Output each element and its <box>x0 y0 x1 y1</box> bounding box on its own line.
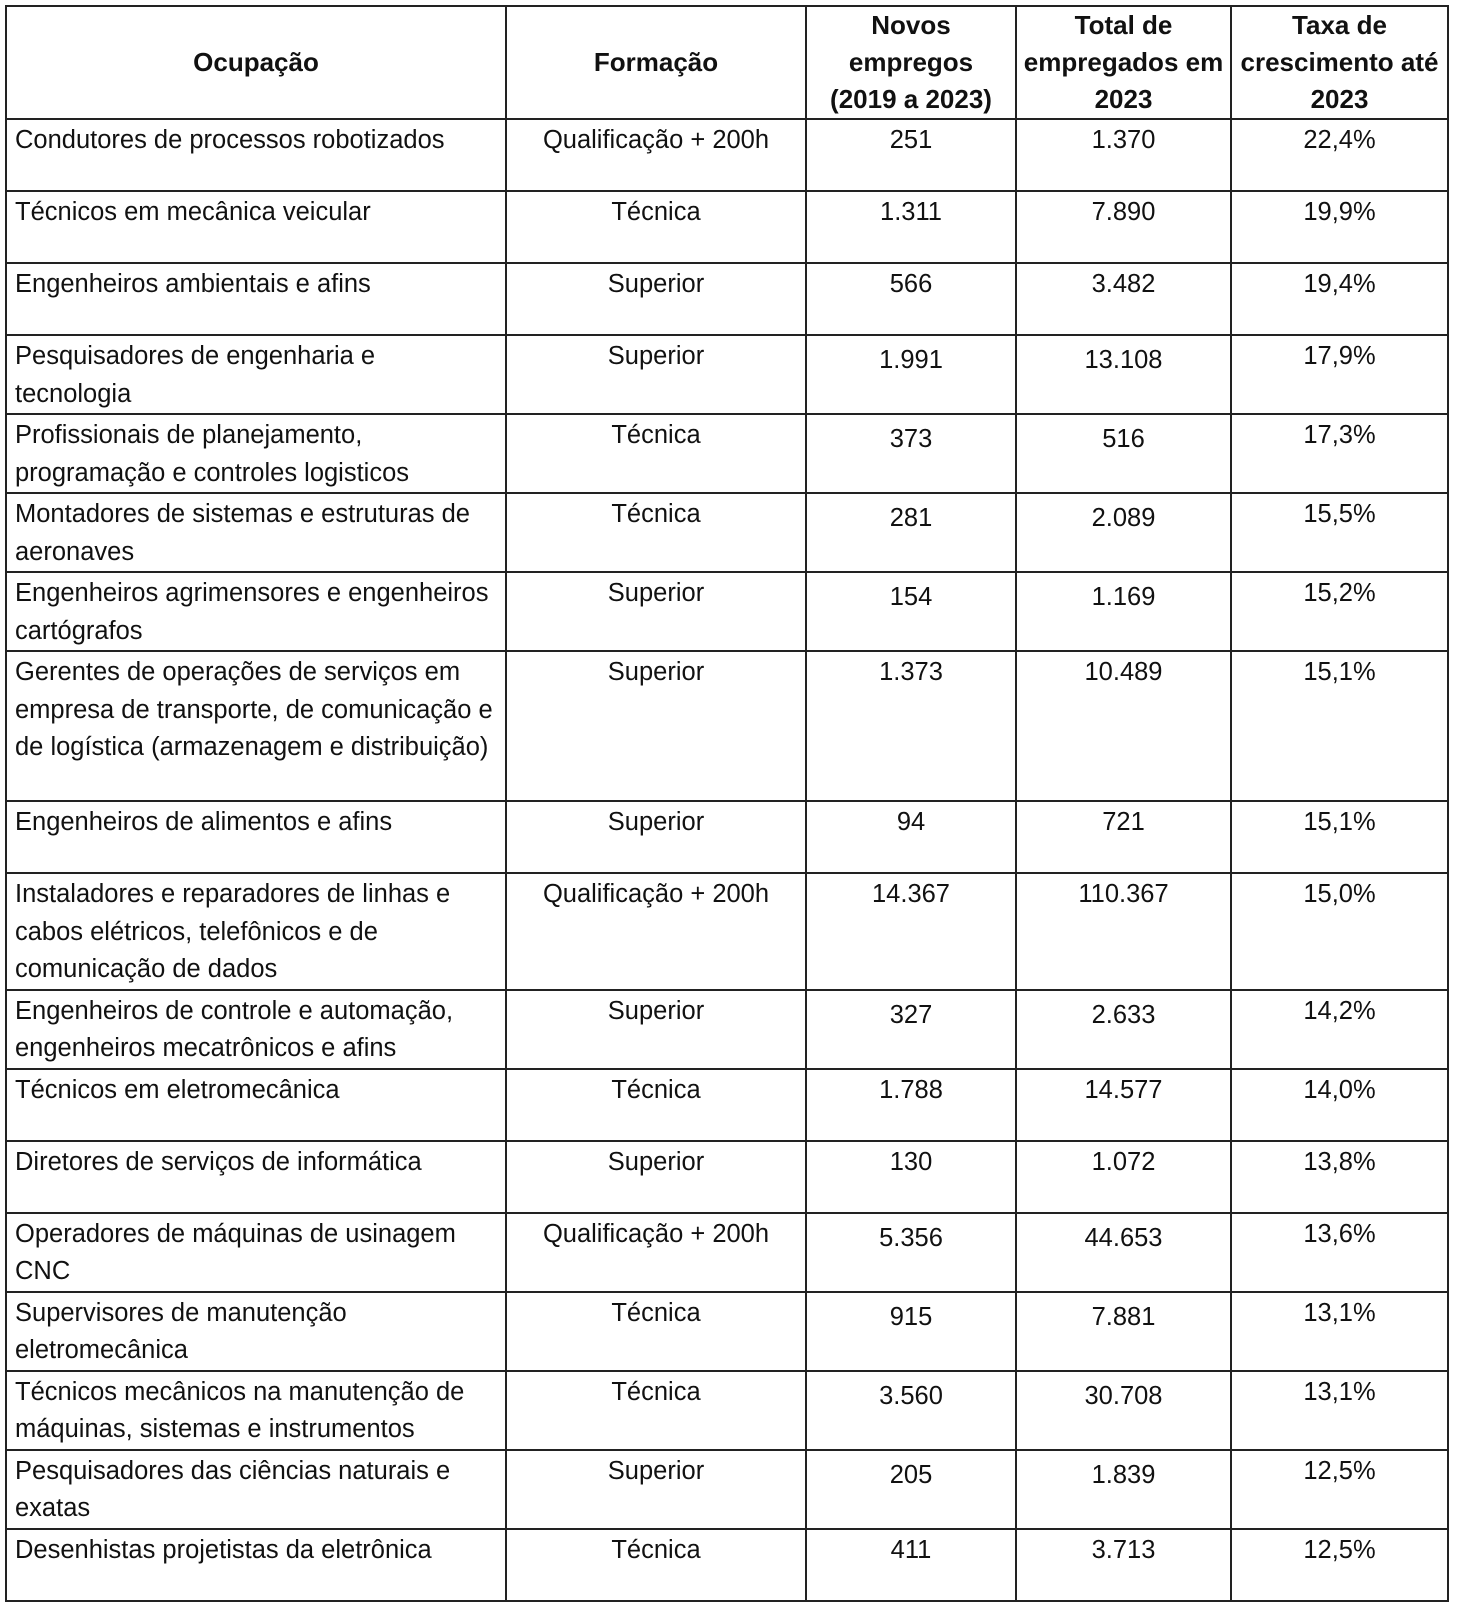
growth-rate-cell: 22,4% <box>1231 119 1448 191</box>
training-cell: Técnica <box>506 1529 806 1601</box>
total-employed-cell: 14.577 <box>1016 1069 1231 1141</box>
table-row <box>6 414 1448 493</box>
table-row <box>6 1141 1448 1213</box>
training-cell: Técnica <box>506 1371 806 1450</box>
table-row <box>6 1529 1448 1601</box>
new-jobs-cell: 251 <box>806 119 1016 191</box>
table-row <box>6 263 1448 335</box>
header-occupation: Ocupação <box>6 6 506 119</box>
total-employed-cell: 1.370 <box>1016 119 1231 191</box>
table-header-row <box>6 6 1448 119</box>
new-jobs-cell: 1.311 <box>806 191 1016 263</box>
occupation-cell: Condutores de processos robotizados <box>6 119 506 191</box>
training-cell: Superior <box>506 990 806 1069</box>
growth-rate-cell: 17,3% <box>1231 414 1448 493</box>
occupation-cell: Gerentes de operações de serviços em empresa de transporte, de comunicação e de logística (armazenagem e distribuição) <box>6 651 506 801</box>
total-employed-cell: 10.489 <box>1016 651 1231 801</box>
training-cell: Superior <box>506 572 806 651</box>
header-growth-rate: Taxa de crescimento até 2023 <box>1231 6 1448 119</box>
new-jobs-cell: 411 <box>806 1529 1016 1601</box>
total-employed-cell: 1.072 <box>1016 1141 1231 1213</box>
training-cell: Técnica <box>506 191 806 263</box>
training-cell: Técnica <box>506 1292 806 1371</box>
occupation-cell: Engenheiros de controle e automação, engenheiros mecatrônicos e afins <box>6 990 506 1069</box>
growth-rate-cell: 15,5% <box>1231 493 1448 572</box>
table-row <box>6 873 1448 990</box>
total-employed-cell: 1.839 <box>1016 1450 1231 1529</box>
table-row <box>6 335 1448 414</box>
new-jobs-cell: 1.991 <box>806 335 1016 414</box>
occupation-cell: Desenhistas projetistas da eletrônica <box>6 1529 506 1601</box>
total-employed-cell: 516 <box>1016 414 1231 493</box>
growth-rate-cell: 13,8% <box>1231 1141 1448 1213</box>
total-employed-cell: 7.881 <box>1016 1292 1231 1371</box>
growth-rate-cell: 15,2% <box>1231 572 1448 651</box>
total-employed-cell: 721 <box>1016 801 1231 873</box>
occupation-cell: Pesquisadores das ciências naturais e exatas <box>6 1450 506 1529</box>
total-employed-cell: 1.169 <box>1016 572 1231 651</box>
training-cell: Superior <box>506 1450 806 1529</box>
total-employed-cell: 44.653 <box>1016 1213 1231 1292</box>
growth-rate-cell: 19,4% <box>1231 263 1448 335</box>
occupation-cell: Engenheiros agrimensores e engenheiros cartógrafos <box>6 572 506 651</box>
growth-rate-cell: 13,1% <box>1231 1292 1448 1371</box>
new-jobs-cell: 94 <box>806 801 1016 873</box>
occupation-cell: Técnicos em mecânica veicular <box>6 191 506 263</box>
table-row <box>6 1213 1448 1292</box>
total-employed-cell: 30.708 <box>1016 1371 1231 1450</box>
table-row <box>6 493 1448 572</box>
new-jobs-cell: 915 <box>806 1292 1016 1371</box>
new-jobs-cell: 130 <box>806 1141 1016 1213</box>
training-cell: Superior <box>506 263 806 335</box>
training-cell: Qualificação + 200h <box>506 119 806 191</box>
training-cell: Superior <box>506 801 806 873</box>
table-row <box>6 1450 1448 1529</box>
growth-rate-cell: 12,5% <box>1231 1529 1448 1601</box>
table-row <box>6 572 1448 651</box>
new-jobs-cell: 5.356 <box>806 1213 1016 1292</box>
table-row <box>6 119 1448 191</box>
new-jobs-cell: 14.367 <box>806 873 1016 990</box>
training-cell: Técnica <box>506 1069 806 1141</box>
occupation-cell: Diretores de serviços de informática <box>6 1141 506 1213</box>
total-employed-cell: 110.367 <box>1016 873 1231 990</box>
table-row <box>6 1069 1448 1141</box>
header-total-employed: Total de empregados em 2023 <box>1016 6 1231 119</box>
growth-rate-cell: 15,1% <box>1231 801 1448 873</box>
total-employed-cell: 2.089 <box>1016 493 1231 572</box>
total-employed-cell: 3.713 <box>1016 1529 1231 1601</box>
training-cell: Superior <box>506 335 806 414</box>
new-jobs-cell: 154 <box>806 572 1016 651</box>
total-employed-cell: 13.108 <box>1016 335 1231 414</box>
growth-rate-cell: 15,1% <box>1231 651 1448 801</box>
occupation-cell: Profissionais de planejamento, programação e controles logisticos <box>6 414 506 493</box>
occupation-cell: Engenheiros ambientais e afins <box>6 263 506 335</box>
training-cell: Superior <box>506 651 806 801</box>
growth-rate-cell: 13,1% <box>1231 1371 1448 1450</box>
table-row <box>6 191 1448 263</box>
occupation-cell: Técnicos em eletromecânica <box>6 1069 506 1141</box>
new-jobs-cell: 205 <box>806 1450 1016 1529</box>
new-jobs-cell: 281 <box>806 493 1016 572</box>
new-jobs-cell: 327 <box>806 990 1016 1069</box>
table-row <box>6 651 1448 801</box>
header-training: Formação <box>506 6 806 119</box>
table-row <box>6 1371 1448 1450</box>
growth-rate-cell: 14,0% <box>1231 1069 1448 1141</box>
growth-rate-cell: 15,0% <box>1231 873 1448 990</box>
training-cell: Superior <box>506 1141 806 1213</box>
table-row <box>6 801 1448 873</box>
training-cell: Qualificação + 200h <box>506 873 806 990</box>
occupations-table <box>5 5 1449 1602</box>
training-cell: Técnica <box>506 414 806 493</box>
training-cell: Técnica <box>506 493 806 572</box>
occupation-cell: Montadores de sistemas e estruturas de aeronaves <box>6 493 506 572</box>
growth-rate-cell: 13,6% <box>1231 1213 1448 1292</box>
table-row <box>6 1292 1448 1371</box>
new-jobs-cell: 566 <box>806 263 1016 335</box>
table-row <box>6 990 1448 1069</box>
growth-rate-cell: 12,5% <box>1231 1450 1448 1529</box>
new-jobs-cell: 1.373 <box>806 651 1016 801</box>
occupation-cell: Supervisores de manutenção eletromecânica <box>6 1292 506 1371</box>
growth-rate-cell: 17,9% <box>1231 335 1448 414</box>
total-employed-cell: 2.633 <box>1016 990 1231 1069</box>
new-jobs-cell: 373 <box>806 414 1016 493</box>
occupation-cell: Operadores de máquinas de usinagem CNC <box>6 1213 506 1292</box>
growth-rate-cell: 14,2% <box>1231 990 1448 1069</box>
training-cell: Qualificação + 200h <box>506 1213 806 1292</box>
occupation-cell: Técnicos mecânicos na manutenção de máquinas, sistemas e instrumentos <box>6 1371 506 1450</box>
total-employed-cell: 7.890 <box>1016 191 1231 263</box>
occupation-cell: Engenheiros de alimentos e afins <box>6 801 506 873</box>
new-jobs-cell: 1.788 <box>806 1069 1016 1141</box>
growth-rate-cell: 19,9% <box>1231 191 1448 263</box>
occupation-cell: Instaladores e reparadores de linhas e cabos elétricos, telefônicos e de comunicação de dados <box>6 873 506 990</box>
total-employed-cell: 3.482 <box>1016 263 1231 335</box>
occupation-cell: Pesquisadores de engenharia e tecnologia <box>6 335 506 414</box>
new-jobs-cell: 3.560 <box>806 1371 1016 1450</box>
header-new-jobs: Novos empregos (2019 a 2023) <box>806 6 1016 119</box>
